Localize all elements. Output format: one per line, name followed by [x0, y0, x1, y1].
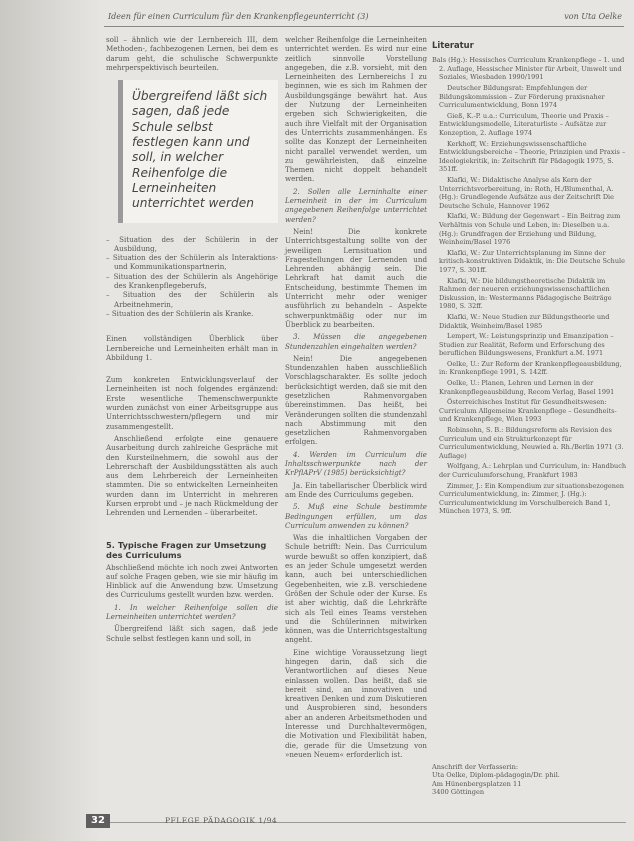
reference-entry: Österreichisches Institut für Gesundheitswesen: Curriculum Allgemeine Krankenpflege – Gesundheits- und Krankenpflege, Wien 1993 [439, 398, 617, 424]
reference-entry: Oelke, U.: Zur Reform der Krankenpflegeausbildung, in: Krankenpflege 1991, S. 142ff. [439, 359, 622, 377]
address-name: Uta Oelke, Diplom-pädagogin/Dr. phil. [432, 771, 560, 780]
reference-entry: Robinsohn, S. B.: Bildungsreform als Revision des Curriculum und ein Strukturkonzept für Curriculumentwicklung, Neuwied a. Rh./Berlin 1971 (3. Auflage) [439, 426, 624, 460]
question-heading: 1. In welcher Reihenfolge sollen die Lerneinheiten unterrichtet werden? [106, 602, 278, 622]
reference-entry: Wolfgang, A.: Lehrplan und Curriculum, in: Handbuch der Curriculumforschung, Frankfurt 1983 [439, 462, 627, 480]
reference-entry: Kerkhoff, W.: Erziehungswissenschaftliche Entwicklungsbereiche – Theorie, Prinzipien und Praxis – Ideologiekritik, in: Zeitschrift für Pädagogik 1975, S. 351ff. [439, 139, 626, 174]
col1-paragraph: Zum konkreten Entwicklungsverlauf der Lerneinheiten ist noch folgendes ergänzend: Erste wesentliche Themenschwerpunkte wurden zunächst von einer Arbeitsgruppe aus Unterrichtsschwestern/pflegern und mir zusammengestellt. [106, 375, 278, 431]
literature-column [432, 35, 628, 518]
list-item: – Situation des der Schülerin als Angehörige des Krankenpflegeberufs, [106, 272, 278, 291]
reference-entry: Deutscher Bildungsrat: Empfehlungen der Bildungskommission – Zur Förderung praxisnaher Curriculumentwicklung, Bonn 1974 [439, 84, 605, 110]
reference-entry: Oelke, U.: Planen, Lehren und Lernen in der Krankenpflegeausbildung, Recom Verlag, Basel 1991 [439, 379, 615, 396]
col2-paragraph: Eine wichtige Voraussetzung liegt hingegen darin, daß sich die Verantwortlichen auf dieses Neue einlassen wollen. Das heißt, daß sie bereit sind, an innovativen und kreativen Denken und zum Diskutieren und Ausprobieren sind, besonders aber an anderen Arbeitsmethoden und Interesse und Durchhaltevermögen, die Motivation und Flexibilität haben, die, gerade für die Umsetzung von »neuen Neuem« erforderlich ist. [285, 647, 427, 759]
list-item: – Situation des der Schülerin als Arbeitnehmerin, [106, 290, 278, 309]
reference-entry: Zimmer, J.: Ein Kompendium zur situationsbezogenen Curriculumentwicklung, in: Zimmer, J. (Hg.): Curriculumentwicklung im Vorschulbereich Band 1, München 1973, S. 9ff. [439, 481, 624, 516]
pull-quote: Übergreifend läßt sich sagen, daß jede Schule selbst festlegen kann und soll, in welcher Reihenfolge die Lerneinheiten unterrichtet werden [118, 80, 278, 222]
list-item: – Situation des der Schülerin als Interaktions- und Kommunikationspartnerin, [106, 253, 278, 272]
col2-paragraph: Nein! Die konkrete Unterrichtsgestaltung sollte von der jeweiligen Lernsituation und Fragestellungen der Lernenden und Lehrenden abhängig sein. Die Lehrkraft hat damit auch die Entscheidung, bestimmte Themen im Unterricht mehr oder weniger ausführlich zu behandeln – Aspekte schwerpunktmäßig oder nur im Überblick zu bearbeiten. [285, 226, 427, 329]
page-binding-shadow [0, 0, 100, 841]
reference-entry: Klafki, W.: Zur Unterrichtsplanung im Sinne der kritisch-konstruktiven Didaktik, in: Die Deutsche Schule 1977, S. 301ff. [439, 248, 625, 274]
reference-entry: Gieß, K.-P. u.a.: Curriculum, Theorie und Praxis – Entwicklungsmodelle, Literaturliste – Aufsätze zur Konzeption, 2. Auflage 1974 [439, 111, 609, 138]
question-heading: 3. Müssen die angegebenen Stundenzahlen eingehalten werden? [285, 332, 427, 351]
col1-intro: soll – ähnlich wie der Lernbereich III, dem Methoden-, fachbezogenen Lernen, bei dem es darum geht, die schulische Schwerpunkte mehrperspektivisch beurteilen. [106, 35, 278, 72]
journal-name: PFLEGE PÄDAGOGIK 1/94 [165, 816, 278, 825]
col2-paragraph: Ja. Ein tabellarischer Überblick wird am Ende des Curriculums gegeben. [285, 480, 427, 499]
running-header-author: von Uta Oelke [564, 12, 622, 21]
col1-paragraph: Übergreifend läßt sich sagen, daß jede Schule selbst festlegen kann und soll, in [106, 624, 278, 643]
col2-paragraph: welcher Reihenfolge die Lerneinheiten unterrichtet werden. Es wird nur eine zeitlich sinnvolle Vorstellung angegeben, die z.B. vorsieht, mit den Lerneinheiten des Lernbereichs I zu beginnen, wie es sich im Rahmen der Ausbildungsgänge bewährt hat. Aus der Nutzung der Lerneinheiten ergeben sich Schwierigkeiten, die auch ihre Vielfalt mit der Organisation des Unterrichts zusammenhängen. Es sollte das Konzept der Lerneinheiten nicht parallel verwendet werden, um zu gewährleisten, daß einzelne Themen nicht doppelt behandelt werden. [285, 35, 427, 184]
question-heading: 5. Muß eine Schule bestimmte Bedingungen erfüllen, um das Curriculum anwenden zu können? [285, 502, 427, 530]
reference-entry: Klafki, W.: Neue Studien zur Bildungstheorie und Didaktik, Weinheim/Basel 1985 [439, 312, 610, 330]
situation-list [106, 235, 278, 319]
question-heading: 4. Werden im Curriculum die Inhaltsschwerpunkte nach der KrPflAPrV (1985) berücksichtigt? [285, 449, 427, 478]
col2-paragraph: Was die inhaltlichen Vorgaben der Schule betrifft: Nein. Das Curriculum wurde bewußt so offen konzipiert, daß es an jeder Schule umgesetzt werden kann, auch bei unterschiedlichen Gegebenheiten, wie z.B. verschiedene Größen der Schule oder der Kurse. Es ist aber wichtig, daß die Lehrkräfte sich als Teil eines Teams verstehen und die Schülerinnen mitwirken können, was die Unterrichtsgestaltung angeht. [285, 533, 427, 645]
reference-entry: Klafki, W.: Bildung der Gegenwart – Ein Beitrag zum Verhältnis von Schule und Leben, in: Dieselben u.a. (Hg.): Grundfragen der Erziehung und Bildung, Weinheim/Basel 1976 [439, 212, 621, 247]
address-city: 3400 Göttingen [432, 788, 485, 797]
spacer [106, 365, 278, 375]
col1-paragraph: Einen vollständigen Überblick über Lernbereiche und Lerneinheiten erhält man in Abbildung 1. [106, 334, 278, 362]
address-street: Am Hünenbergsplatzen 11 [432, 779, 522, 788]
column-1 [106, 35, 278, 646]
list-item: – Situation des der Schülerin als Kranke. [106, 309, 278, 318]
address-label: Anschrift der Verfasserin: [432, 763, 519, 771]
spacer [106, 324, 278, 334]
reference-entry: Klafki, W.: Die bildungstheoretische Didaktik im Rahmen der neueren erziehungswissenschaftlichen Diskussion, in: Westermanns Pädagogische Beiträge 1980, S. 32ff. [439, 276, 612, 311]
header-rule [104, 26, 624, 27]
reference-entry: Klafki, W.: Didaktische Analyse als Kern der Unterrichtsvorbereitung, in: Roth, H./Blumenthal, A. (Hg.): Grundlegende Aufsätze aus der Zeitschrift Die Deutsche Schule, Hannover 1962 [439, 176, 614, 210]
question-heading: 2. Sollen alle Lerninhalte einer Lerneinheit in der im Curriculum angegebenen Reihenfolge unterrichtet werden? [285, 186, 427, 224]
reference-entry: Lempert, W.: Leistungsprinzip und Emanzipation – Studien zur Realität, Reform und Erforschung des beruflichen Bildungswesens, Frankfurt a.M. 1971 [439, 332, 614, 358]
page-number: 32 [86, 814, 110, 828]
author-address [432, 763, 622, 797]
running-header-title: Ideen für einen Curriculum für den Krankenpflegeunterricht (3) [108, 12, 369, 21]
reference-entry: Bals (Hg.): Hessisches Curriculum Krankenpflege – 1. und 2. Auflage, Hessischer Minister für Arbeit, Umwelt und Soziales, Wiesbaden 1990/1991 [432, 56, 625, 82]
col1-paragraph: Anschließend erfolgte eine genauere Ausarbeitung durch zahlreiche Gespräche mit den Kursteilnehmern, die sowohl aus der Lehrerschaft der Ausbildungsstätten als auch aus dem Lehrbereich der Lerneinheiten stammten. Die so entwickelten Lerneinheiten wurden dann im Unterricht in mehreren Kursen erprobt und – je nach Rückmeldung der Lehrenden und Lernenden – überarbeitet. [106, 433, 278, 518]
column-2 [285, 35, 427, 762]
col2-paragraph: Nein! Die angegebenen Stundenzahlen haben ausschließlich Vorschlagscharakter. Es sollte jedoch berücksichtigt werden, daß sie mit den gesetzlichen Rahmenvorgaben übereinstimmen. Das heißt, bei Veränderungen sollten die stundenzahl nach Abstimmung mit den gesetzlichen Rahmenvorgaben erfolgen. [285, 353, 427, 447]
section-heading: 5. Typische Fragen zur Umsetzung des Curriculums [106, 539, 267, 560]
list-item: – Situation des der Schülerin in der Ausbildung, [106, 235, 278, 254]
literature-heading: Literatur [432, 40, 474, 50]
col1-paragraph: Abschließend möchte ich noch zwei Antworten auf solche Fragen geben, wie sie mir häufig im Hinblick auf die Anwendung bzw. Umsetzung des Curriculums gestellt wurden bzw. werden. [106, 562, 278, 600]
